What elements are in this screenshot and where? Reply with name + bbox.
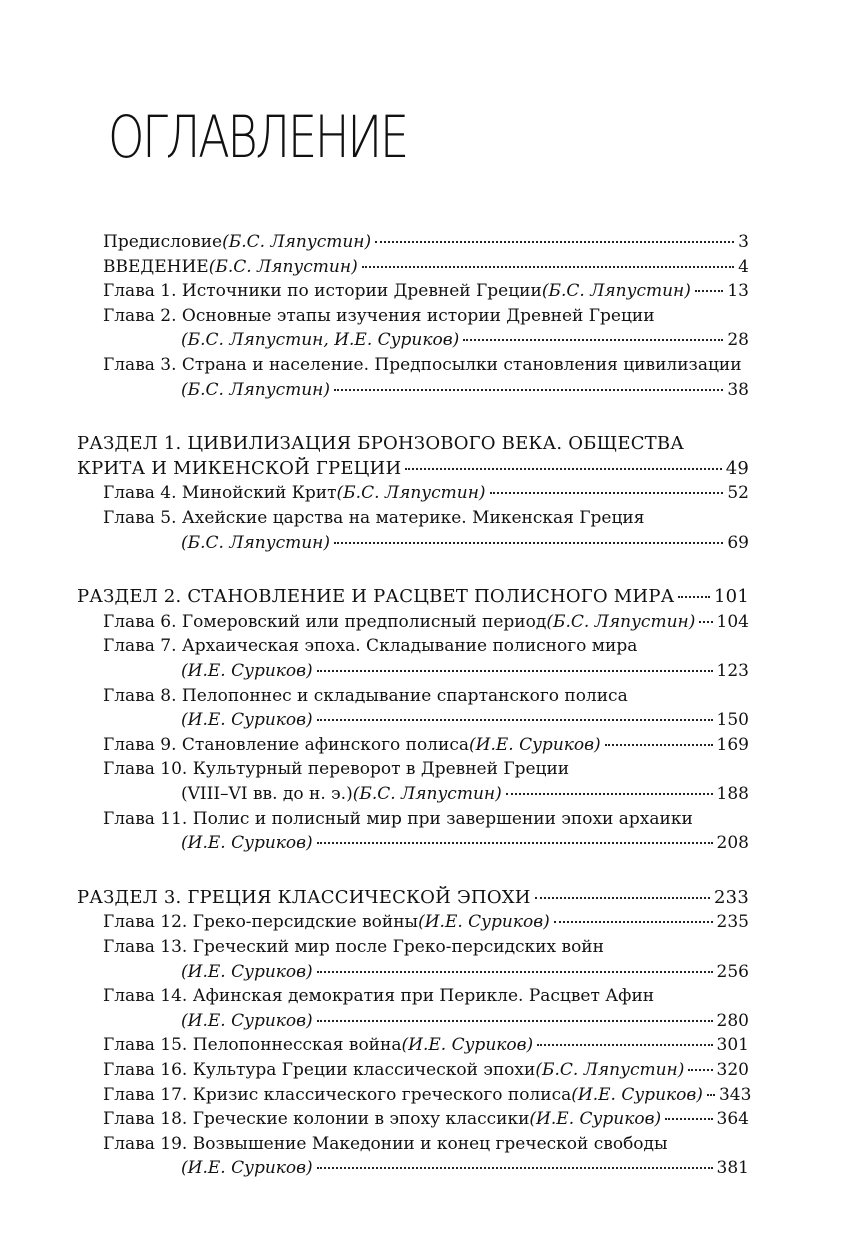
page-number: 235 — [716, 912, 749, 933]
entry-title: Глава 12. Греко-персидские войны — [103, 912, 419, 933]
dot-leader — [490, 492, 724, 494]
page-number: 4 — [738, 256, 749, 277]
dot-leader — [317, 670, 713, 672]
dot-leader — [375, 241, 734, 243]
entry-title: Глава 9. Становление афинского полиса — [103, 734, 469, 755]
toc-chapter-line — [181, 782, 749, 806]
toc-chapter-line — [103, 610, 749, 634]
page-number: 104 — [716, 611, 749, 632]
page-number: 381 — [716, 1158, 749, 1179]
entry-title: Предисловие — [103, 232, 223, 252]
page-number: 364 — [716, 1109, 749, 1130]
toc-chapter-line — [103, 935, 604, 959]
dot-leader — [362, 266, 734, 268]
dot-leader — [405, 468, 721, 470]
dot-leader — [537, 1044, 712, 1046]
toc-chapter-line — [181, 708, 749, 732]
toc-chapter-line — [103, 757, 569, 781]
dot-leader — [317, 971, 713, 973]
toc-chapter-line — [103, 1107, 749, 1131]
page-number: 3 — [738, 232, 749, 252]
page-number: 49 — [725, 457, 749, 479]
dot-leader — [317, 842, 713, 844]
entry-title: Глава 18. Греческие колонии в эпоху классики — [103, 1109, 530, 1130]
dot-leader — [317, 1167, 713, 1169]
entry-title: (VIII–VI вв. до н. э.) — [181, 784, 353, 804]
dot-leader — [707, 1094, 715, 1096]
toc-section-line — [77, 585, 749, 609]
dot-leader — [665, 1118, 712, 1120]
entry-author: (Б.С. Ляпустин) — [336, 483, 486, 504]
entry-title: КРИТА И МИКЕНСКОЙ ГРЕЦИИ — [77, 457, 402, 479]
entry-author: (И.Е. Суриков) — [181, 1010, 313, 1031]
toc-chapter-line — [103, 634, 637, 658]
entry-title: Глава 6. Гомеровский или предполисный период — [103, 611, 547, 632]
entry-title: Глава 2. Основные этапы изучения истории Древней Греции — [103, 305, 655, 326]
entry-title: Глава 8. Пелопоннес и складывание спартанского полиса — [103, 685, 628, 706]
dot-leader — [506, 793, 713, 795]
dot-leader — [699, 621, 712, 623]
toc-chapter-line — [181, 659, 749, 683]
entry-author: (Б.С. Ляпустин) — [535, 1060, 685, 1080]
entry-author: (И.Е. Суриков) — [468, 734, 601, 755]
dot-leader — [317, 1020, 713, 1022]
entry-title: Глава 15. Пелопоннесская война — [103, 1035, 402, 1056]
toc-chapter-line — [103, 304, 655, 328]
dot-leader — [678, 596, 710, 598]
entry-title: Глава 17. Кризис классического греческого полиса — [103, 1084, 572, 1105]
entry-author: (И.Е. Суриков) — [529, 1109, 662, 1130]
page-title: ОГЛАВЛЕНИЕ — [108, 103, 407, 171]
toc-chapter-line — [181, 1009, 749, 1033]
entry-author: (Б.С. Ляпустин) — [208, 256, 358, 277]
entry-author: (Б.С. Ляпустин, И.Е. Суриков) — [181, 330, 460, 351]
dot-leader — [317, 719, 713, 721]
entry-title: Глава 5. Ахейские царства на материке. Микенская Греция — [103, 508, 645, 528]
toc-chapter-line — [181, 328, 749, 352]
toc-chapter-line — [103, 230, 749, 254]
toc-chapter-line — [103, 684, 628, 708]
entry-title: Глава 11. Полис и полисный мир при завершении эпохи архаики — [103, 808, 693, 829]
toc-chapter-line — [103, 353, 742, 377]
toc-chapter-line — [103, 1033, 749, 1057]
page-number: 69 — [727, 532, 749, 553]
page-number: 320 — [716, 1060, 749, 1080]
dot-leader — [554, 921, 713, 923]
page-number: 233 — [714, 886, 749, 908]
toc-chapter-line — [103, 733, 749, 757]
entry-title: Глава 4. Минойский Крит — [103, 483, 337, 504]
page-number: 123 — [716, 661, 749, 681]
entry-title: Глава 16. Культура Греции классической эпохи — [103, 1060, 536, 1080]
entry-author: (Б.С. Ляпустин) — [541, 281, 691, 302]
entry-title: ВВЕДЕНИЕ — [103, 256, 209, 277]
page-number: 13 — [727, 281, 749, 302]
toc-chapter-line — [103, 984, 654, 1008]
page-number: 169 — [716, 734, 749, 755]
toc-chapter-line — [103, 807, 693, 831]
toc-chapter-line — [103, 1058, 749, 1082]
page-number: 343 — [718, 1084, 752, 1105]
toc-chapter-line — [181, 831, 749, 855]
toc-chapter-line — [181, 378, 749, 402]
entry-author: (И.Е. Суриков) — [181, 661, 313, 681]
page-number: 150 — [716, 710, 749, 731]
toc-section-line — [77, 457, 749, 481]
toc-chapter-line — [103, 1132, 668, 1156]
page-number: 188 — [716, 784, 749, 804]
toc-chapter-line — [181, 1156, 749, 1180]
entry-author: (И.Е. Суриков) — [418, 912, 550, 933]
page-number: 101 — [714, 586, 749, 608]
page-number: 38 — [727, 379, 749, 400]
entry-author: (И.Е. Суриков) — [401, 1035, 534, 1056]
dot-leader — [535, 897, 710, 899]
dot-leader — [463, 339, 723, 341]
page-number: 301 — [716, 1035, 749, 1056]
toc-chapter-line — [103, 910, 749, 934]
page-number: 280 — [716, 1010, 749, 1031]
toc-chapter-line — [103, 1083, 752, 1107]
entry-author: (Б.С. Ляпустин) — [181, 379, 331, 400]
entry-author: (Б.С. Ляпустин) — [181, 532, 331, 553]
entry-title: РАЗДЕЛ 3. ГРЕЦИЯ КЛАССИЧЕСКОЙ ЭПОХИ — [77, 886, 531, 908]
toc-chapter-line — [103, 481, 749, 505]
dot-leader — [695, 290, 724, 292]
entry-title: РАЗДЕЛ 2. СТАНОВЛЕНИЕ И РАСЦВЕТ ПОЛИСНОГО МИРА — [77, 586, 675, 608]
entry-author: (И.Е. Суриков) — [181, 710, 313, 731]
toc-chapter-line — [181, 960, 749, 984]
page-number: 52 — [727, 483, 749, 504]
page-number: 208 — [716, 833, 749, 854]
dot-leader — [334, 542, 723, 544]
toc-section-line — [77, 886, 749, 910]
page-number: 28 — [727, 330, 749, 351]
entry-author: (И.Е. Суриков) — [571, 1084, 703, 1105]
toc-chapter-line — [103, 279, 749, 303]
entry-author: (Б.С. Ляпустин) — [352, 784, 502, 804]
entry-title: РАЗДЕЛ 1. ЦИВИЛИЗАЦИЯ БРОНЗОВОГО ВЕКА. ОБЩЕСТВА — [77, 433, 685, 455]
toc-chapter-line — [103, 255, 749, 279]
dot-leader — [605, 744, 713, 746]
entry-author: (И.Е. Суриков) — [181, 833, 313, 854]
entry-title: Глава 10. Культурный переворот в Древней Греции — [103, 759, 570, 780]
entry-title: Глава 7. Архаическая эпоха. Складывание полисного мира — [103, 636, 638, 657]
entry-title: Глава 1. Источники по истории Древней Греции — [103, 281, 542, 302]
entry-author: (И.Е. Суриков) — [181, 961, 313, 982]
toc-chapter-line — [103, 506, 644, 530]
entry-title: Глава 13. Греческий мир после Греко-персидских войн — [103, 937, 604, 957]
entry-author: (Б.С. Ляпустин) — [546, 611, 696, 632]
entry-title: Глава 19. Возвышение Македонии и конец греческой свободы — [103, 1133, 668, 1154]
entry-title: Глава 3. Страна и население. Предпосылки становления цивилизации — [103, 355, 742, 375]
page-number: 256 — [716, 961, 749, 982]
toc-chapter-line — [181, 531, 749, 555]
dot-leader — [334, 389, 723, 391]
entry-author: (Б.С. Ляпустин) — [222, 232, 372, 252]
dot-leader — [688, 1069, 712, 1071]
entry-title: Глава 14. Афинская демократия при Перикле. Расцвет Афин — [103, 986, 655, 1007]
entry-author: (И.Е. Суриков) — [181, 1158, 313, 1179]
toc-section-line — [77, 432, 684, 456]
